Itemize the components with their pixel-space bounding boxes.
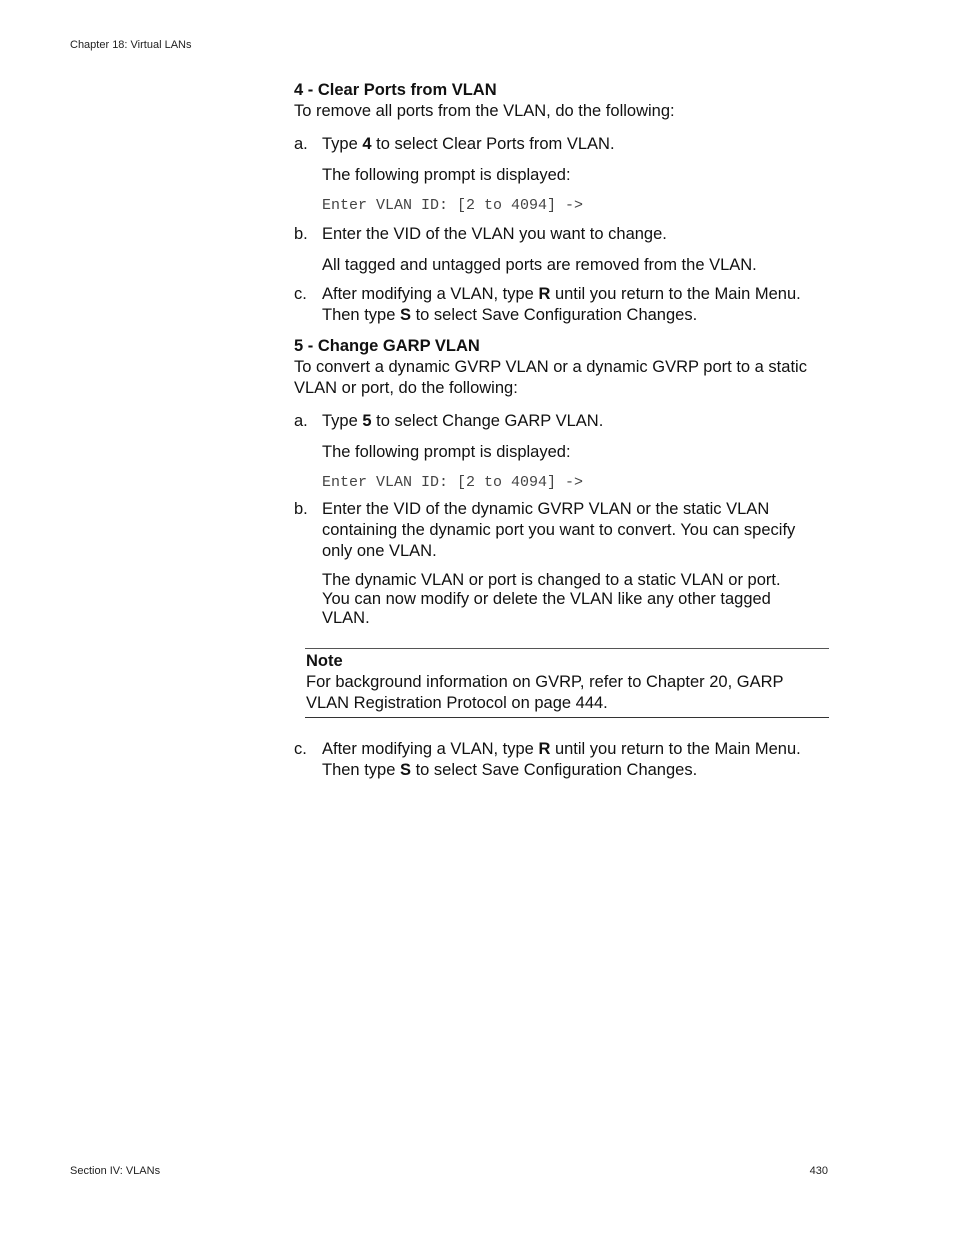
- section-5-step-a: [294, 411, 834, 432]
- step-label: a.: [294, 135, 308, 153]
- section-5-intro-line1: To convert a dynamic GVRP VLAN or a dynamic GVRP port to a static: [294, 358, 807, 376]
- running-header: Chapter 18: Virtual LANs: [70, 39, 192, 51]
- note-line1: For background information on GVRP, refer to Chapter 20, GARP: [306, 673, 784, 691]
- step-text: Enter the VID of the VLAN you want to change.: [322, 225, 667, 243]
- key-text: S: [399, 306, 411, 324]
- step-text: until you return to the Main Menu.: [550, 285, 801, 303]
- section-4-heading: 4 - Clear Ports from VLAN: [294, 81, 497, 99]
- step-text: After modifying a VLAN, type: [322, 285, 539, 303]
- step-label: c.: [294, 740, 307, 758]
- section-5-result: [294, 571, 834, 628]
- section-5-code-prompt: Enter VLAN ID: [2 to 4094] ->: [322, 474, 584, 491]
- note-title: Note: [306, 652, 343, 670]
- step-text: to select Save Configuration Changes.: [410, 306, 698, 324]
- step-text-line: Enter the VID of the dynamic GVRP VLAN or the static VLAN: [322, 500, 770, 518]
- step-text: Type: [322, 412, 363, 430]
- key-text: 5: [362, 412, 372, 430]
- step-text: Type: [322, 135, 363, 153]
- step-text: until you return to the Main Menu.: [550, 740, 801, 758]
- step-label: b.: [294, 500, 308, 518]
- result-line: VLAN.: [322, 609, 370, 627]
- step-text: Then type: [322, 306, 400, 324]
- step-text: to select Clear Ports from VLAN.: [371, 135, 615, 153]
- key-text: S: [399, 761, 411, 779]
- section-4-code-prompt: Enter VLAN ID: [2 to 4094] ->: [322, 197, 584, 214]
- result-line: The dynamic VLAN or port is changed to a static VLAN or port.: [322, 571, 781, 589]
- key-text: R: [538, 285, 551, 303]
- page-number: 430: [809, 1165, 828, 1177]
- section-5-intro-line2: VLAN or port, do the following:: [294, 379, 518, 397]
- key-text: R: [538, 740, 551, 758]
- step-text: After modifying a VLAN, type: [322, 740, 539, 758]
- step-text-line: only one VLAN.: [322, 542, 437, 560]
- footer-section: Section IV: VLANs: [70, 1165, 161, 1177]
- step-label: a.: [294, 412, 308, 430]
- section-5-step-b: [294, 499, 834, 562]
- section-4-result: All tagged and untagged ports are removed from the VLAN.: [322, 256, 757, 274]
- section-4-intro: To remove all ports from the VLAN, do the following:: [294, 102, 675, 120]
- section-4-step-b: [294, 224, 834, 245]
- section-5-prompt-text: The following prompt is displayed:: [322, 443, 571, 461]
- step-label: b.: [294, 225, 308, 243]
- step-text: to select Save Configuration Changes.: [410, 761, 698, 779]
- step-text-line: containing the dynamic port you want to convert. You can specify: [322, 521, 796, 539]
- section-4-prompt-text: The following prompt is displayed:: [322, 166, 571, 184]
- step-label: c.: [294, 285, 307, 303]
- step-text: to select Change GARP VLAN.: [371, 412, 604, 430]
- result-line: You can now modify or delete the VLAN like any other tagged: [322, 590, 771, 608]
- note-line2: VLAN Registration Protocol on page 444.: [306, 694, 608, 712]
- note-box: [305, 648, 829, 718]
- section-4-step-c: [294, 284, 834, 326]
- key-text: 4: [362, 135, 372, 153]
- section-5-heading: 5 - Change GARP VLAN: [294, 337, 480, 355]
- page-content: [294, 80, 834, 781]
- section-5-step-c: [294, 739, 834, 781]
- step-text: Then type: [322, 761, 400, 779]
- section-4-step-a: [294, 134, 834, 155]
